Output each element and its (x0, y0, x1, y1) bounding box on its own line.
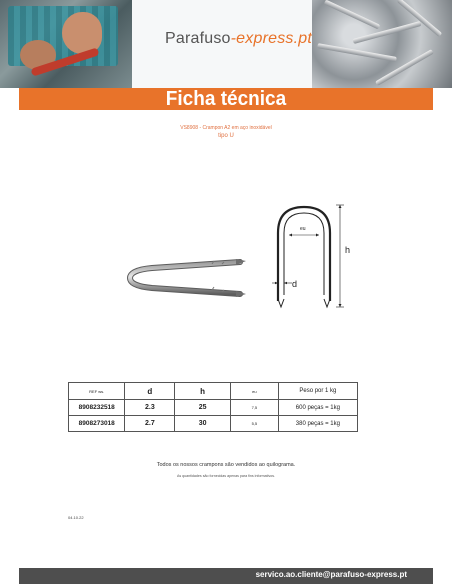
cell-d: 2.7 (125, 416, 175, 432)
header-weight: Peso por 1 kg (278, 383, 357, 400)
label-eu: eu (300, 226, 306, 232)
staple-photo (112, 240, 252, 310)
cell-weight: 600 peças = 1kg (278, 400, 357, 416)
product-description: VS8908 - Crampon A2 em aço inoxidável (180, 125, 272, 131)
header-eu: eu (230, 383, 278, 400)
screws-photo (312, 0, 452, 88)
disclaimer-note: As quantidades são fornecidas apenas para fins informativos. (176, 474, 276, 478)
cell-h: 25 (175, 400, 231, 416)
header-h: h (175, 383, 231, 400)
table-header-row (69, 383, 358, 400)
label-d: d (292, 279, 298, 289)
staple-dimension-diagram (260, 195, 370, 315)
brand-logo[interactable] (165, 30, 312, 48)
footer-bar (19, 568, 433, 584)
header-ref: REF ws. (69, 383, 125, 400)
table-row (69, 400, 358, 416)
cell-ref: 8908273018 (69, 416, 125, 432)
cell-h: 30 (175, 416, 231, 432)
cell-d: 2.3 (125, 400, 175, 416)
header-d: d (125, 383, 175, 400)
spec-table (68, 382, 358, 432)
cell-weight: 380 peças = 1kg (278, 416, 357, 432)
toolbox-photo (0, 0, 132, 88)
product-type: tipo U (218, 133, 234, 139)
document-date: 04.10.22 (68, 515, 84, 520)
contact-email-link[interactable]: servico.ao.cliente@parafuso-express.pt (255, 570, 407, 579)
title-band (19, 88, 433, 110)
header-banner (0, 0, 452, 88)
logo-domain: -express.pt (230, 30, 312, 47)
table-row (69, 416, 358, 432)
page-title: Ficha técnica (165, 88, 287, 111)
cell-ref: 8908232518 (69, 400, 125, 416)
logo-brand: Parafuso (165, 30, 231, 47)
cell-eu: 7,5 (230, 400, 278, 416)
label-h: h (345, 245, 351, 255)
cell-eu: 5,5 (230, 416, 278, 432)
sales-note: Todos os nossos crampons são vendidos ao quilograma. (156, 462, 296, 468)
